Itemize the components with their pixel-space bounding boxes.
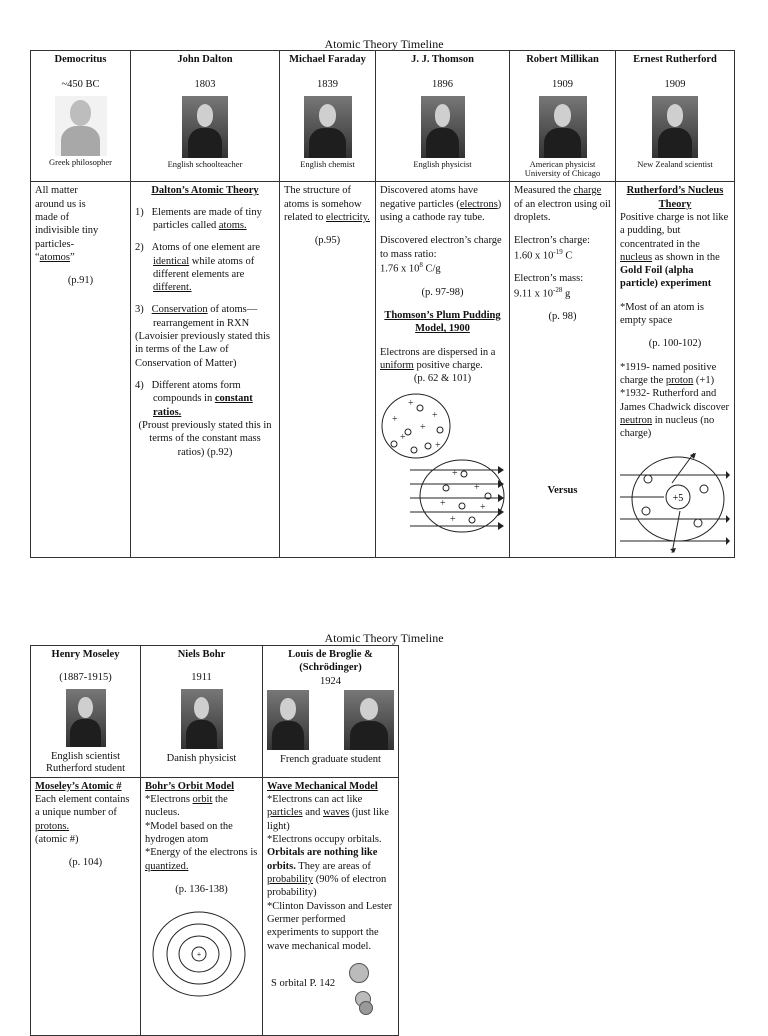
wave-point-3: *Clinton Davisson and Lester Germer performed experiments to support the wave mechanical model. — [267, 900, 393, 952]
body-democritus — [31, 182, 131, 558]
scientist-name: J. J. Thomson — [411, 54, 474, 65]
page2-title: Atomic Theory Timeline — [324, 631, 444, 645]
svg-text:+: + — [450, 513, 456, 525]
header-bohr — [141, 646, 263, 778]
scientist-caption-2: University of Chicago — [524, 168, 601, 179]
text-line: made of — [35, 211, 70, 223]
scientist-date: 1839 — [317, 79, 338, 91]
proton-note: *1919- named positive charge the proton (+1) — [620, 361, 717, 387]
svg-text:+: + — [400, 431, 406, 443]
svg-text:+: + — [474, 481, 480, 493]
electron-charge-value: 1.60 x $10^{-19}$ C — [514, 247, 573, 261]
text-line: All matter — [35, 185, 78, 197]
scientist-name: Niels Bohr — [177, 649, 226, 660]
text-line: particles- — [35, 238, 75, 250]
neutron-note: *1932- Rutherford and James Chadwick discover neutron in nucleus (no charge) — [620, 388, 730, 440]
versus-label: Versus — [547, 484, 578, 496]
dalton-portrait-image — [182, 96, 228, 158]
scientist-date: (1887-1915) — [59, 672, 112, 684]
body-bohr — [141, 777, 263, 1035]
scientist-name: Democritus — [54, 54, 107, 65]
timeline-table-2 — [30, 645, 399, 1036]
body-debroglie — [263, 777, 399, 1035]
electron-mass-label: Electron’s mass: — [514, 273, 584, 285]
schrodinger-portrait-image — [344, 690, 394, 750]
header-democritus — [31, 51, 131, 182]
wave-point-1: *Electrons can act like particles and waves (just like light) — [267, 794, 389, 832]
header-thomson — [376, 51, 510, 182]
body-thomson — [376, 182, 510, 558]
wave-point-2: *Electrons occupy orbitals. Orbitals are nothing like orbits. They are areas of probability (90% of electron probability) — [267, 834, 387, 899]
header-debroglie — [263, 646, 399, 778]
scientist-date: 1909 — [552, 79, 573, 91]
text-line: “atomos” — [35, 251, 75, 263]
page-reference: (p.95) — [314, 235, 341, 247]
nucleus-charge-label: +5 — [672, 492, 684, 504]
scientist-date: 1803 — [194, 79, 216, 91]
electron-charge-label: Electron’s charge: — [514, 235, 590, 247]
scientist-caption: English schoolteacher — [167, 158, 243, 169]
s-orbital-shape — [349, 963, 369, 983]
democritus-bust-image — [55, 96, 107, 156]
thomson-portrait-image — [421, 96, 465, 158]
text-line: around us is — [35, 198, 86, 210]
scientist-caption: Greek philosopher — [48, 156, 113, 167]
scientist-name: Michael Faraday — [289, 54, 366, 65]
svg-text:+: + — [435, 439, 441, 451]
rutherford-portrait-image — [652, 96, 698, 158]
dalton-point-3: 3) Conservation of atoms—rearrangement in RXN — [135, 304, 258, 329]
page1-title: Atomic Theory Timeline — [324, 37, 444, 51]
scientist-name: Robert Millikan — [526, 54, 599, 65]
scientist-caption: English scientist — [50, 750, 121, 762]
scientist-name: Henry Moseley — [51, 649, 120, 660]
body-moseley — [31, 777, 141, 1035]
page-reference: (p. 98) — [548, 311, 577, 323]
page-reference-2: (p. 62 & 101) — [413, 373, 472, 385]
bohr-point-2: *Model based on the hydrogen atom — [145, 820, 233, 846]
svg-text:+: + — [452, 467, 458, 479]
scientist-caption-2: Rutherford student — [45, 762, 126, 774]
millikan-portrait-image — [539, 96, 587, 158]
svg-text:+: + — [480, 501, 486, 513]
dalton-note-3: (Lavoisier previously stated this in terms of the Law of Conservation of Matter) — [135, 331, 271, 369]
rutherford-heading: Rutherford’s Nucleus Theory — [626, 185, 724, 210]
dalton-point-2: 2) Atoms of one element are identical while atoms of different elements are different. — [135, 242, 261, 294]
scientist-caption: English physicist — [413, 158, 472, 169]
nucleus-model-diagram — [620, 453, 730, 553]
scientist-caption: American physicist — [529, 158, 596, 169]
moseley-heading: Moseley’s Atomic # — [35, 780, 122, 792]
dalton-point-4: 4) Different atoms form compounds in constant ratios. — [135, 380, 253, 418]
scientist-date: 1911 — [191, 672, 212, 684]
bohr-nucleus-label: + — [196, 950, 201, 960]
bohr-point-3: *Energy of the electrons is quantized. — [145, 847, 258, 872]
moseley-text: Each element contains a unique number of protons. — [35, 794, 130, 832]
scientist-name: John Dalton — [177, 54, 233, 65]
scientist-caption: Danish physicist — [166, 752, 237, 764]
scientist-name: Ernest Rutherford — [633, 54, 717, 65]
page-reference: (p. 104) — [68, 857, 103, 869]
bohr-portrait-image — [181, 689, 223, 749]
svg-text:+: + — [408, 397, 414, 409]
rutherford-text: Positive charge is not like a pudding, but concentrated in the nucleus as shown in the Gold Foil (alpha particle) experiment — [620, 211, 729, 290]
page-reference: (p. 136-138) — [175, 884, 228, 896]
debroglie-portrait-image — [267, 690, 309, 750]
scientist-caption: English chemist — [300, 158, 355, 169]
faraday-text: The structure of atoms is somehow related to electricity. — [284, 185, 370, 223]
bohr-orbit-diagram — [147, 906, 257, 1002]
header-moseley — [31, 646, 141, 778]
svg-text:+: + — [440, 497, 446, 509]
scientist-date: 1924 — [320, 675, 341, 687]
body-rutherford — [616, 182, 735, 558]
atomos-term: atomos — [39, 251, 71, 263]
dalton-note-4: (Proust previously stated this in terms of the constant mass ratios) (p.92) — [138, 420, 272, 458]
wave-model-heading: Wave Mechanical Model — [267, 780, 378, 792]
svg-text:+: + — [432, 409, 438, 421]
plum-pudding-diagram — [380, 388, 506, 534]
thomson-ratio-value: 1.76 x $10^8$ C/g — [380, 260, 441, 275]
body-faraday — [280, 182, 376, 558]
empty-space-note: *Most of an atom is empty space — [620, 301, 704, 327]
scientist-date: ~450 BC — [61, 79, 100, 91]
header-faraday — [280, 51, 376, 182]
header-millikan — [510, 51, 616, 182]
header-dalton — [131, 51, 280, 182]
page-reference: (p. 97-98) — [421, 286, 464, 298]
moseley-portrait-image — [66, 689, 106, 747]
plum-pudding-text: Electrons are dispersed in a uniform positive charge. — [380, 346, 496, 371]
bohr-point-1: *Electrons orbit the nucleus. — [145, 794, 228, 819]
body-dalton — [131, 182, 280, 558]
bohr-heading: Bohr’s Orbit Model — [145, 780, 235, 792]
moseley-atomic-number: (atomic #) — [35, 834, 79, 846]
plum-pudding-heading: Thomson’s Plum Pudding Model, 1900 — [384, 309, 501, 335]
scientist-caption: New Zealand scientist — [637, 158, 713, 169]
faraday-portrait-image — [304, 96, 352, 158]
timeline-table-1 — [30, 50, 735, 558]
dalton-point-1: 1) Elements are made of tiny particles called atoms. — [135, 206, 262, 231]
scientist-name: Louis de Broglie & (Schrödinger) — [288, 649, 373, 674]
page-reference: (p.91) — [67, 275, 94, 287]
electron-mass-value: 9.11 x $10^{-28}$ g — [514, 285, 571, 300]
millikan-text: Measured the charge of an electron using oil droplets. — [514, 185, 611, 223]
header-rutherford — [616, 51, 735, 182]
scientist-caption: French graduate student — [280, 753, 381, 765]
scientist-date: 1896 — [432, 79, 453, 91]
thomson-text: Discovered atoms have negative particles (electrons) using a cathode ray tube. — [380, 185, 502, 223]
svg-text:+: + — [420, 421, 426, 433]
s-orbital-label: S orbital P. 142 — [271, 978, 336, 990]
dalton-heading: Dalton’s Atomic Theory — [151, 185, 259, 197]
page-reference: (p. 100-102) — [648, 338, 702, 350]
body-millikan — [510, 182, 616, 558]
scientist-date: 1909 — [664, 79, 686, 91]
thomson-ratio-label: Discovered electron’s charge to mass ratio: — [380, 235, 502, 260]
svg-text:+: + — [392, 413, 398, 425]
text-line: indivisible tiny — [35, 225, 99, 237]
p-orbital-lobe — [359, 1001, 373, 1015]
